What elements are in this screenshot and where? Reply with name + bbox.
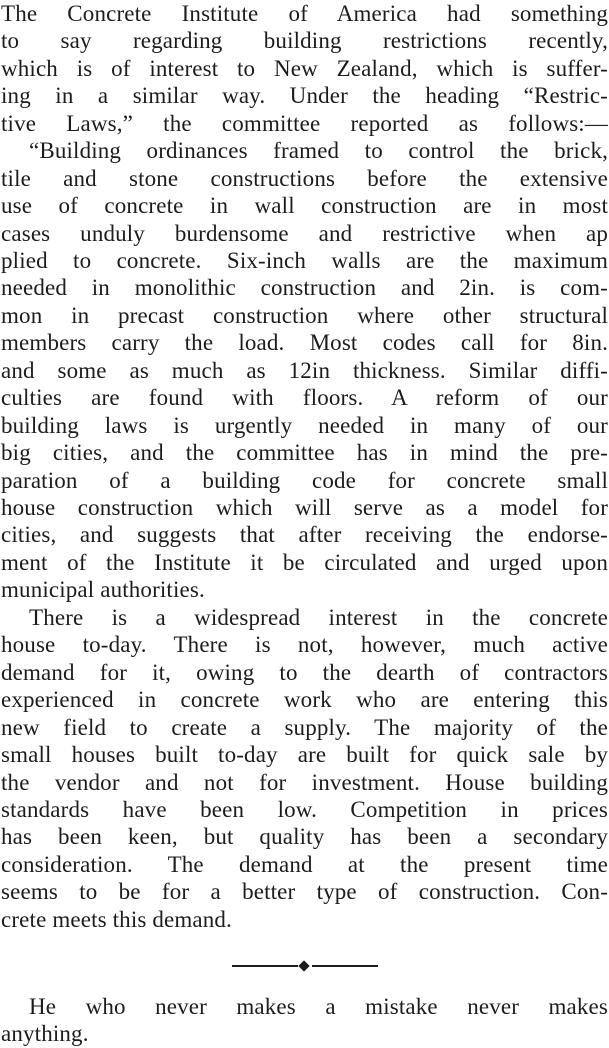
text-line: anything. [1, 1021, 89, 1047]
text-line: “Building ordinances framed to control the brick, [29, 138, 608, 164]
text-line: has been keen, but quality has been a secondary [1, 824, 608, 850]
filler-paragraph [1, 993, 608, 1048]
text-line: needed in monolithic construction and 2in. is com- [1, 275, 608, 301]
text-line: tile and stone constructions before the extensive [1, 165, 608, 191]
text-line: standards have been low. Competition in prices [1, 796, 608, 822]
text-line: cases unduly burdensome and restrictive when ap [1, 220, 608, 246]
section-divider [232, 962, 378, 970]
text-line: members carry the load. Most codes call for 8in. [1, 330, 608, 356]
text-line: the vendor and not for investment. House building [1, 769, 608, 795]
text-line: building laws is urgently needed in many of our [1, 412, 608, 438]
text-line: seems to be for a better type of construction. Con- [1, 879, 608, 905]
divider-rule-left [232, 965, 298, 967]
article-paragraph-1 [1, 0, 608, 137]
text-line: municipal authorities. [1, 577, 205, 603]
text-line: house construction which will serve as a model for [1, 494, 608, 520]
text-line: big cities, and the committee has in mind the pre- [1, 440, 608, 466]
text-line: There is a widespread interest in the concrete [29, 604, 608, 630]
text-line: consideration. The demand at the present time [1, 851, 608, 877]
text-line: The Concrete Institute of America had something [1, 1, 608, 26]
text-line: experienced in concrete work who are entering this [1, 687, 608, 713]
text-line: house to-day. There is not, however, much active [1, 632, 608, 658]
text-line: plied to concrete. Six-inch walls are the maximum [1, 248, 608, 273]
text-line: cities, and suggests that after receiving the endorse- [1, 522, 608, 548]
text-line: crete meets this demand. [1, 906, 232, 932]
text-line: culties are found with floors. A reform of our [1, 385, 608, 411]
text-line: and some as much as 12in thickness. Similar diffi- [1, 357, 608, 383]
text-line: small houses built to-day are built for quick sale by [1, 742, 608, 768]
text-line: ing in a similar way. Under the heading “Restric- [1, 83, 608, 109]
text-line: use of concrete in wall construction are in most [1, 193, 608, 219]
text-line: paration of a building code for concrete small [1, 467, 608, 493]
divider-rule-right [312, 965, 378, 967]
text-line: He who never makes a mistake never makes [29, 994, 608, 1019]
text-line: which is of interest to New Zealand, which is suffer- [1, 55, 608, 81]
text-line: mon in precast construction where other structural [1, 302, 608, 328]
article-paragraph-2 [1, 137, 608, 603]
article-paragraph-3 [1, 604, 608, 933]
divider-diamond-ornament [298, 960, 309, 971]
text-line: to say regarding building restrictions recently, [1, 28, 608, 54]
text-line: new field to create a supply. The majority of the [1, 714, 608, 740]
text-line: demand for it, owing to the dearth of contractors [1, 659, 608, 685]
text-line: tive Laws,” the committee reported as follows:— [1, 110, 608, 136]
text-line: ment of the Institute it be circulated and urged upon [1, 549, 608, 575]
